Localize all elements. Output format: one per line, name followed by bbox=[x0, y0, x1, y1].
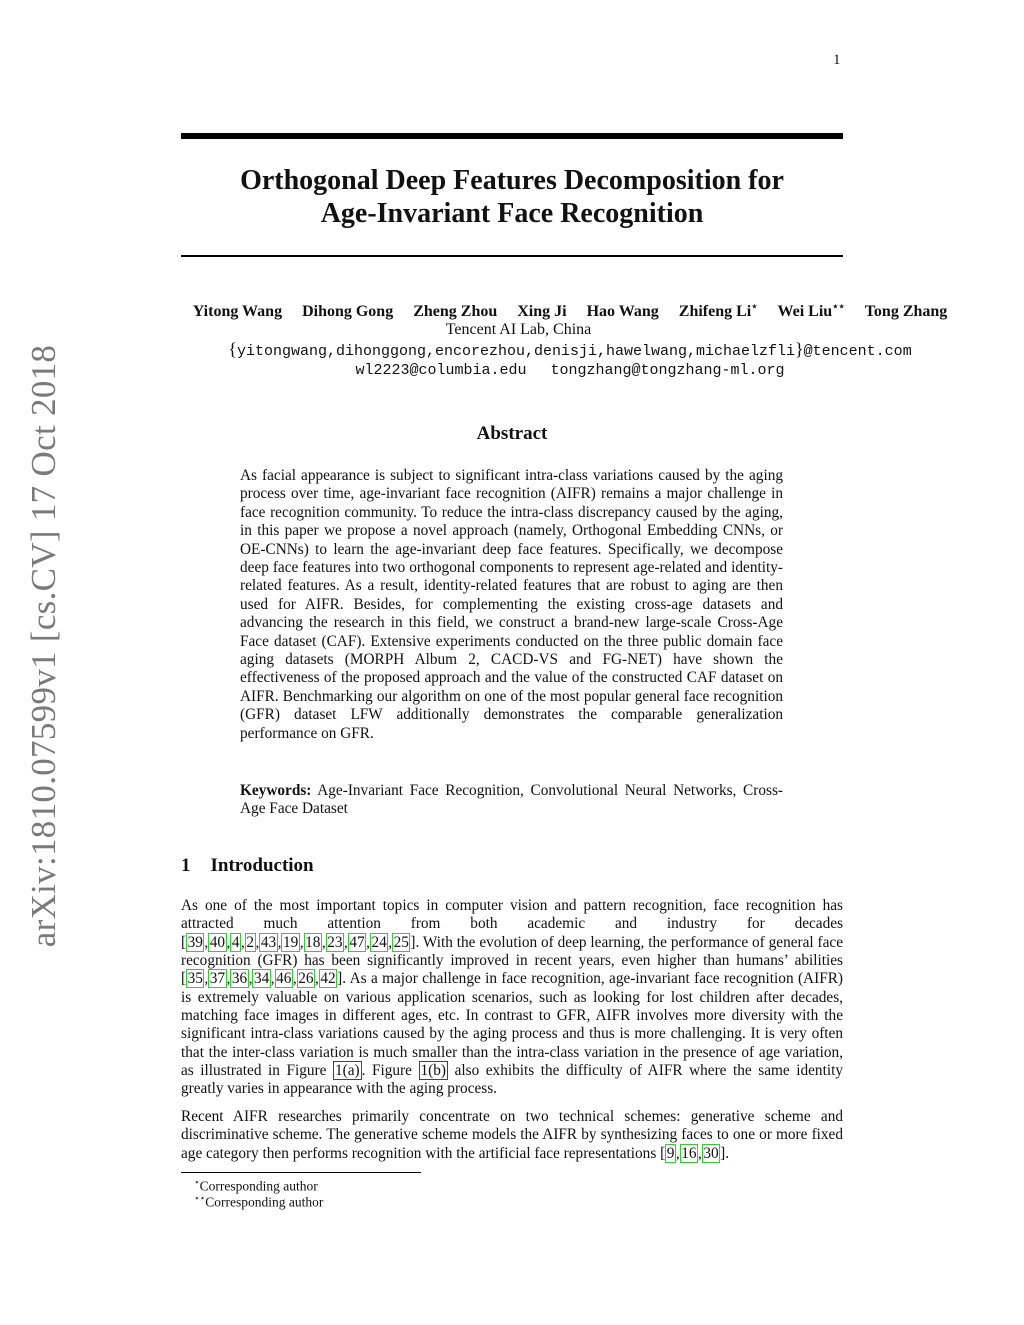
abstract-text: As facial appearance is subject to significant intra-class variations caused by the aging process over time, age-invariant face recognition (AIFR) remains a major challenge in face recognition community. To reduce the intra-class discrepancy caused by the aging, in this paper we propose a novel approach (namely, Orthogonal Embedding CNNs, or OE-CNNs) to learn the age-invariant deep face features. Specifically, we decompose deep face features into two orthogonal components to represent age-related and identity-related features. As a result, identity-related features that are robust to aging are then used for AIFR. Besides, for complementing the existing cross-age datasets and advancing the research in this field, we construct a brand-new large-scale Cross-Age Face dataset (CAF). Extensive experiments conducted on the three public domain face aging datasets (MORPH Album 2, CACD-VS and FG-NET) have shown the effectiveness of the proposed approach and the value of the constructed CAF dataset on AIFR. Benchmarking our algorithm on one of the most popular general face recognition (GFR) dataset LFW additionally demonstrates the comparable generalization performance on GFR. bbox=[240, 467, 783, 742]
figure-ref-1a[interactable]: 1(a) bbox=[334, 1062, 360, 1080]
footnote-2: ⋆⋆Corresponding author bbox=[194, 1193, 324, 1210]
section-title: Introduction bbox=[210, 855, 314, 876]
author-mark: ⋆⋆ bbox=[832, 302, 845, 313]
arxiv-stamp-text: arXiv:1810.07599v1 [cs.CV] 17 Oct 2018 bbox=[24, 344, 63, 948]
keywords bbox=[240, 782, 783, 819]
intro-paragraph-2: Recent AIFR researches primarily concentrate on two technical schemes: generative scheme and discriminative scheme. The generative scheme models the AIFR by synthesizing faces to one or more fixed age category then performs recognition with the artificial face representations [9,16,30]. bbox=[181, 1108, 843, 1162]
email-row-1: {yitongwang,dihonggong,encorezhou,denisji,hawelwang,michaelzfli}@tencent.com bbox=[228, 339, 912, 360]
citation-link[interactable]: 35 bbox=[187, 970, 203, 988]
citation-link[interactable]: 36 bbox=[231, 970, 248, 988]
section-number: 1 bbox=[181, 855, 191, 876]
citation-link[interactable]: 34 bbox=[253, 970, 270, 988]
footnote-mark: ⋆⋆ bbox=[194, 1193, 206, 1203]
citation-link[interactable]: 18 bbox=[305, 933, 321, 951]
figure-ref-1b[interactable]: 1(b) bbox=[420, 1062, 447, 1080]
citation-link[interactable]: 30 bbox=[703, 1144, 719, 1162]
citation-link[interactable]: 9 bbox=[666, 1144, 675, 1162]
author: Xing Ji bbox=[517, 303, 567, 321]
author: Zheng Zhou bbox=[413, 303, 498, 321]
citation-link[interactable]: 2 bbox=[246, 933, 254, 951]
author-emails bbox=[150, 340, 990, 380]
footnote-mark: ⋆ bbox=[194, 1177, 200, 1187]
citation-link[interactable]: 42 bbox=[320, 970, 336, 988]
citation-link[interactable]: 40 bbox=[209, 933, 226, 951]
citation-link[interactable]: 47 bbox=[349, 933, 365, 951]
author: Wei Liu⋆⋆ bbox=[777, 302, 845, 321]
affiliation: Tencent AI Lab, China bbox=[445, 321, 592, 338]
author: Hao Wang bbox=[586, 303, 659, 321]
email-columbia: wl2223@columbia.edu bbox=[355, 362, 527, 379]
title-top-rule bbox=[181, 133, 843, 139]
keywords-label: Keywords: bbox=[240, 782, 312, 799]
footnote-1: ⋆Corresponding author bbox=[194, 1177, 318, 1194]
author: Zhifeng Li⋆ bbox=[678, 302, 758, 321]
author-mark: ⋆ bbox=[751, 302, 758, 313]
author-list bbox=[150, 302, 990, 321]
citation-link[interactable]: 43 bbox=[260, 933, 277, 951]
abstract-heading: Abstract bbox=[476, 423, 548, 444]
author: Tong Zhang bbox=[864, 303, 948, 321]
title-line-1: Orthogonal Deep Features Decomposition for bbox=[240, 165, 784, 196]
intro-paragraph-1: As one of the most important topics in computer vision and pattern recognition, face recognition has attracted much attention from both academic and industry for decades [39,40,4,2,43,19,18,23,47,24,25]. With the evolution of deep learning, the performance of general face recognition (GFR) has been significantly improved in recent years, even higher than humans’ abilities [35,37,36,34,46,26,42]. As a major challenge in face recognition, age-invariant face recognition (AIFR) is extremely valuable on various application scenarios, such as looking for lost children after decades, matching face images in different ages, etc. In contrast to GFR, AIFR involves more diversity with the significant intra-class variations caused by the aging process and thus is more challenging. It is very often that the inter-class variation is much smaller than the intra-class variation in the presence of age variation, as illustrated in Figure 1(a) . Figure 1(b) also exhibits the difficulty of AIFR where the same identity greatly varies in appearance with the aging process. bbox=[181, 897, 843, 1098]
citation-link[interactable]: 39 bbox=[187, 933, 203, 951]
author: Dihong Gong bbox=[302, 303, 394, 321]
title-line-2: Age-Invariant Face Recognition bbox=[320, 198, 704, 229]
citation-link[interactable]: 23 bbox=[327, 933, 343, 951]
citation-link[interactable]: 37 bbox=[209, 970, 226, 988]
email-tongzhang: tongzhang@tongzhang-ml.org bbox=[550, 362, 785, 379]
email-row-2 bbox=[150, 361, 990, 380]
title-bottom-rule bbox=[181, 255, 843, 257]
citation-link[interactable]: 25 bbox=[393, 933, 409, 951]
citation-link[interactable]: 26 bbox=[298, 970, 314, 988]
paper-title bbox=[181, 164, 843, 230]
page-number: 1 bbox=[833, 52, 841, 68]
keywords-text: Age-Invariant Face Recognition, Convolutional Neural Networks, Cross-Age Face Dataset bbox=[240, 782, 783, 818]
citation-link[interactable]: 16 bbox=[681, 1144, 697, 1162]
arxiv-stamp bbox=[8, 344, 80, 948]
footnote-rule bbox=[181, 1172, 421, 1173]
author: Yitong Wang bbox=[192, 303, 283, 321]
citation-link[interactable]: 19 bbox=[282, 933, 299, 951]
section-heading bbox=[181, 855, 314, 877]
citation-link[interactable]: 4 bbox=[231, 933, 240, 951]
citation-link[interactable]: 24 bbox=[371, 933, 387, 951]
citation-link[interactable]: 46 bbox=[276, 970, 292, 988]
